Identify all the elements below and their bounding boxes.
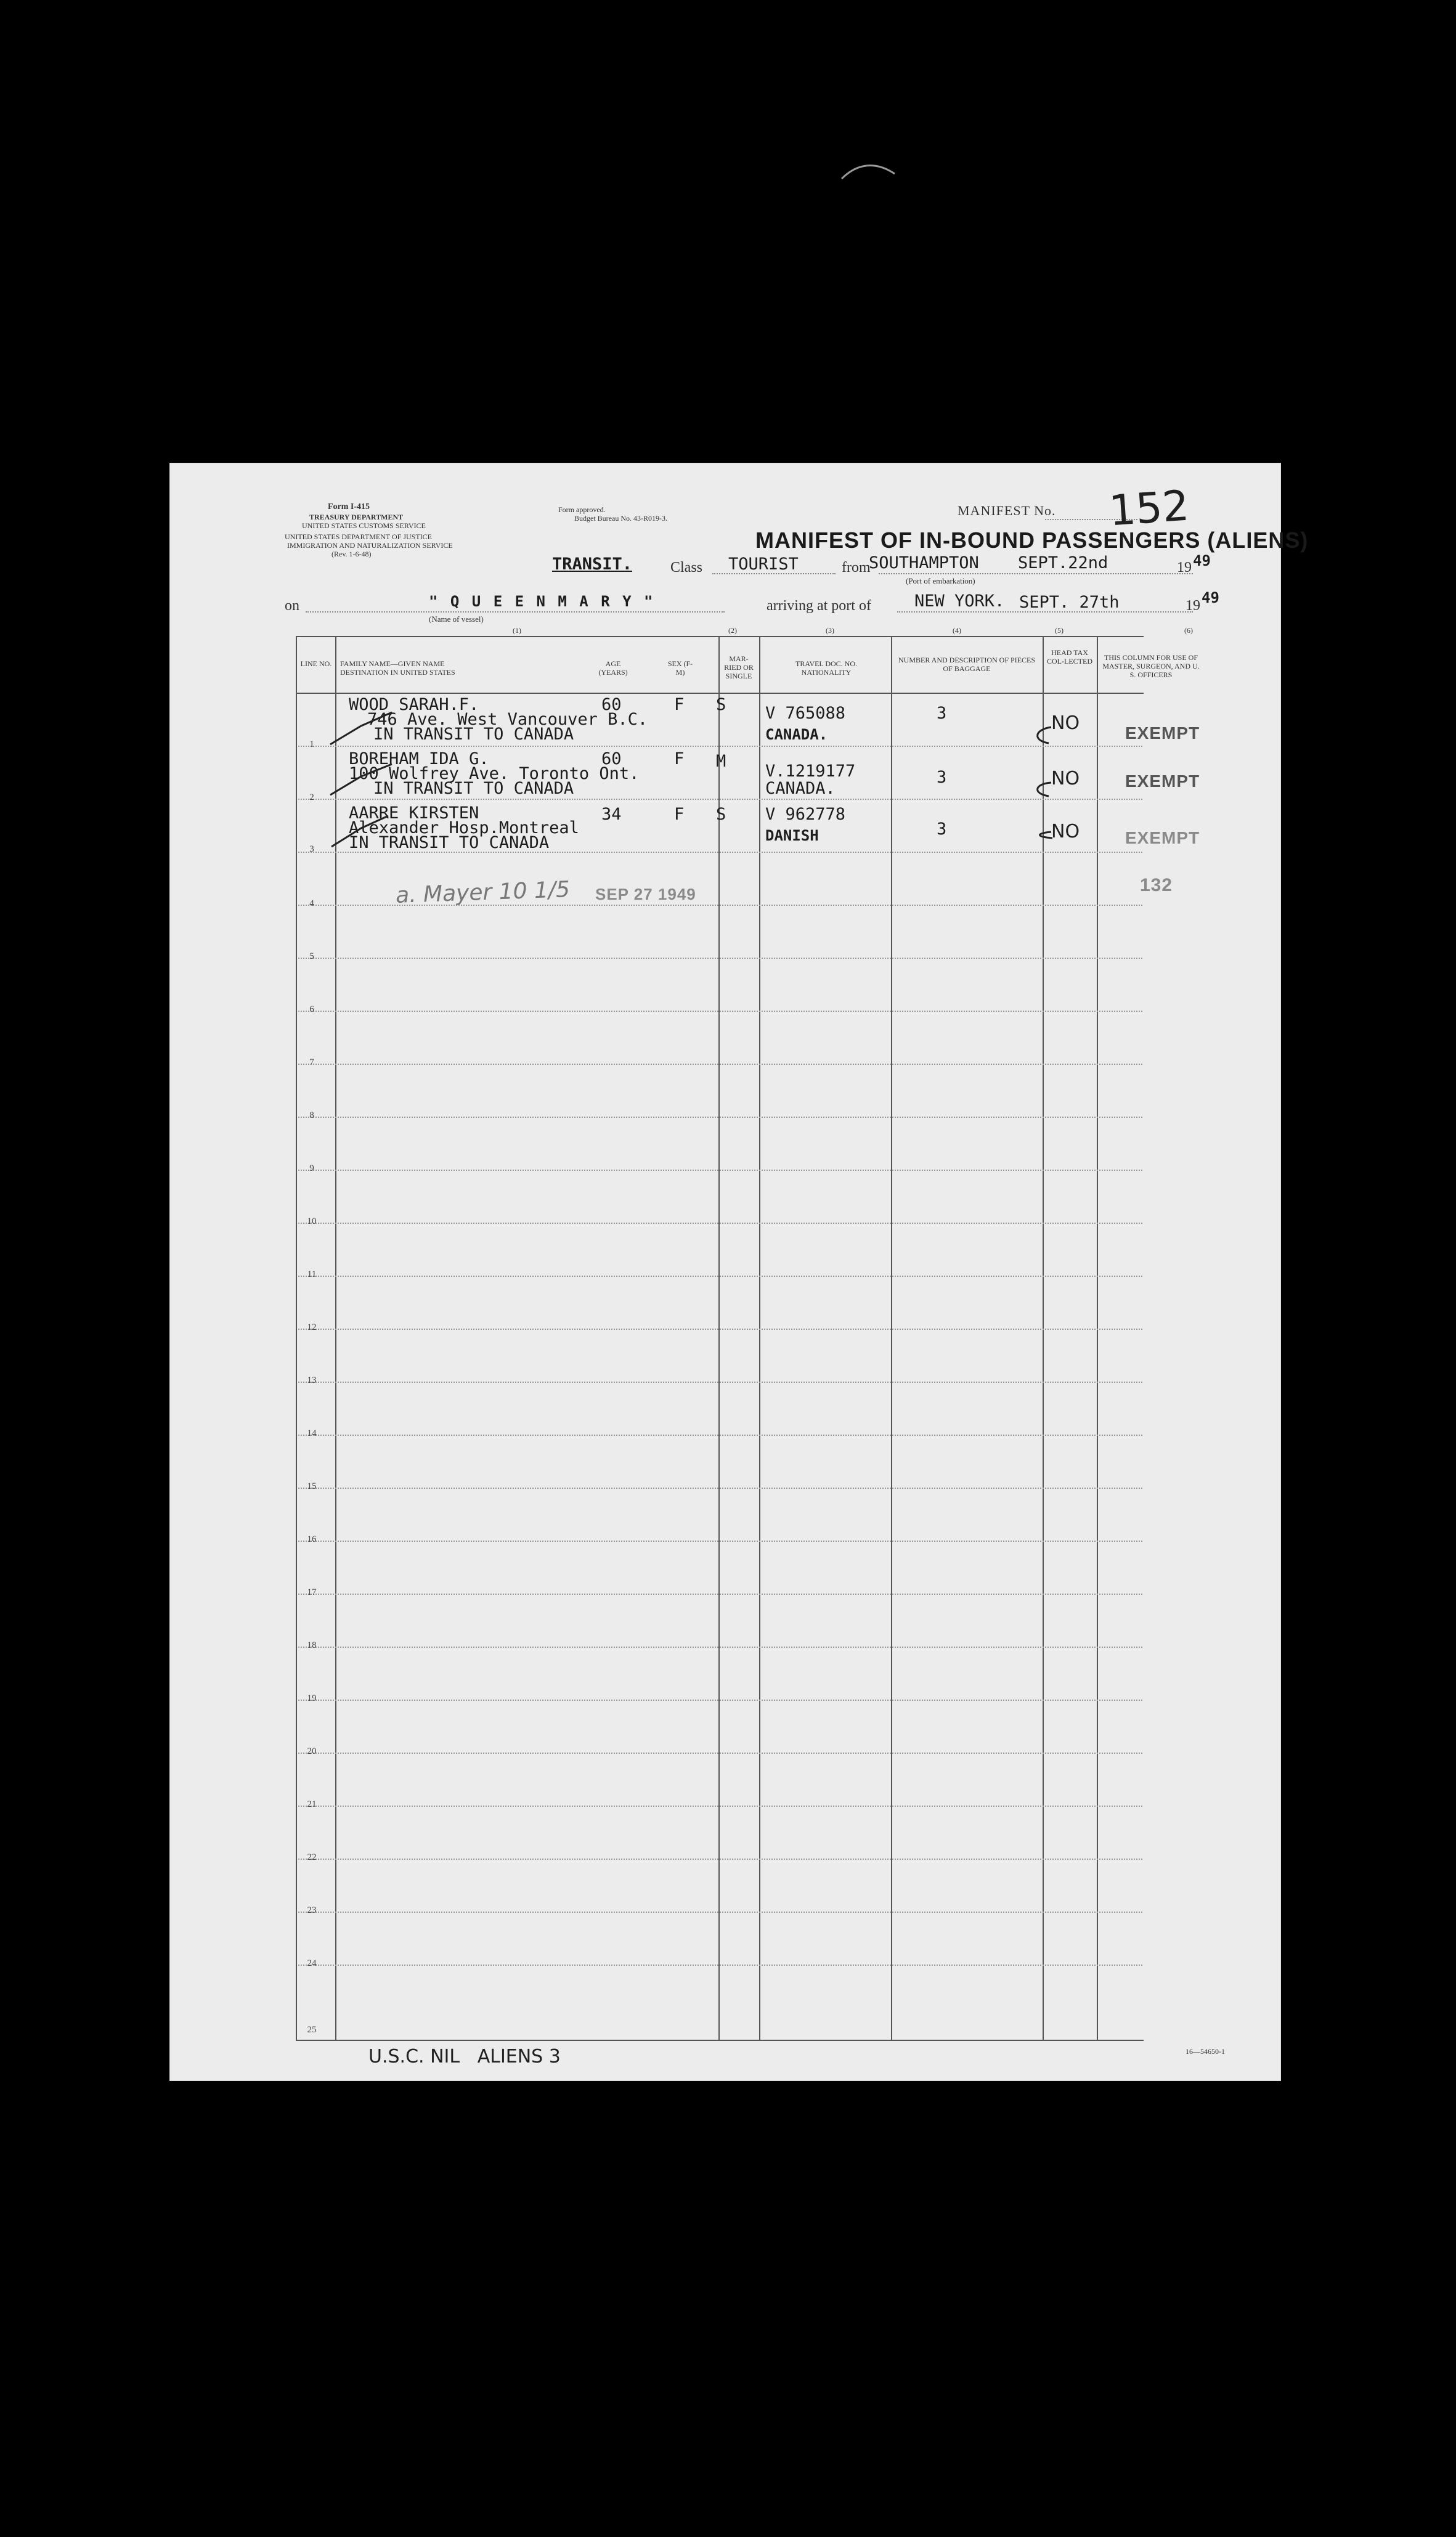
header-married: MAR-RIED OR SINGLE (724, 654, 754, 680)
manifest-sheet (170, 463, 1309, 2080)
departure-date: SEPT.22nd (1018, 553, 1108, 572)
line-number: 10 (307, 1216, 317, 1226)
line-number: 2 (309, 792, 314, 802)
col-border-left (296, 636, 297, 2041)
line-number: 3 (309, 844, 314, 854)
officer-stamp: EXEMPT (1125, 723, 1200, 743)
line-number: 23 (307, 1905, 317, 1915)
passenger-name: BOREHAM IDA G. (349, 749, 489, 768)
row-line (298, 958, 1142, 959)
passenger-address: 746 Ave. West Vancouver B.C. (367, 710, 648, 729)
header-line-no: LINE NO. (300, 659, 332, 668)
arrival-year-prefix: 19 (1186, 598, 1200, 614)
line-number: 11 (307, 1269, 317, 1279)
form-approved: Form approved. (558, 505, 606, 514)
line-number: 13 (307, 1375, 317, 1385)
passenger-transit: IN TRANSIT TO CANADA (349, 833, 550, 852)
departure-year: 49 (1193, 552, 1211, 569)
passenger-sex: F (674, 805, 685, 824)
col-num-5: (5) (1055, 626, 1064, 635)
table-header-border (296, 693, 1144, 694)
row-line (298, 1223, 1142, 1224)
arrival-port: NEW YORK. (914, 592, 1005, 611)
manifest-title: MANIFEST OF IN-BOUND PASSENGERS (ALIENS) (755, 527, 1309, 553)
on-label: on (285, 598, 299, 614)
row-line (298, 1806, 1142, 1807)
row-line (298, 1117, 1142, 1118)
footer-note: U.S.C. NIL ALIENS 3 (368, 2046, 561, 2067)
passenger-baggage: 3 (937, 768, 947, 787)
passenger-baggage: 3 (937, 704, 947, 723)
from-label: from (842, 560, 871, 576)
table-bottom-border (296, 2040, 1144, 2041)
passenger-married: M (716, 752, 726, 771)
header-baggage: NUMBER AND DESCRIPTION OF PIECES OF BAGGAGE (898, 656, 1036, 673)
line-number: 9 (309, 1163, 314, 1173)
row-line (298, 1329, 1142, 1330)
count-stamp: 132 (1140, 875, 1173, 895)
passenger-name: AARRE KIRSTEN (349, 804, 479, 823)
passenger-sex: F (674, 749, 685, 768)
col-border-doc (759, 636, 760, 2041)
dept-ins: IMMIGRATION AND NATURALIZATION SERVICE (287, 541, 453, 550)
row-line (298, 1965, 1142, 1966)
arrival-year: 49 (1202, 589, 1219, 606)
from-port: SOUTHAMPTON (869, 553, 979, 572)
class-label: Class (670, 560, 703, 576)
line-number: 15 (307, 1481, 317, 1491)
from-line (879, 573, 1193, 574)
header-officers: THIS COLUMN FOR USE OF MASTER, SURGEON, AND U. S. OFFICERS (1102, 653, 1200, 679)
line-number: 22 (307, 1852, 317, 1862)
line-number: 14 (307, 1428, 317, 1438)
line-number: 25 (307, 2025, 317, 2035)
row-line (298, 1647, 1142, 1648)
passenger-nationality: CANADA. (765, 726, 828, 743)
line-number: 18 (307, 1640, 317, 1650)
row-line (298, 1064, 1142, 1065)
stray-mark (839, 160, 898, 185)
passenger-married: S (716, 805, 726, 824)
col-border-headtax (1043, 636, 1044, 2041)
col-num-4: (4) (953, 626, 961, 635)
passenger-address: 100 Wolfrey Ave. Toronto Ont. (349, 764, 640, 783)
row-line (298, 1276, 1142, 1277)
check-marks (324, 707, 398, 868)
departure-year-prefix: 19 (1177, 560, 1192, 576)
line-number: 8 (309, 1110, 314, 1120)
vessel-name: " Q U E E N M A R Y " (429, 593, 655, 610)
col-border-officers (1097, 636, 1098, 2041)
budget-bureau: Budget Bureau No. 43-R019-3. (574, 514, 667, 523)
line-number: 5 (309, 951, 314, 961)
passenger-nationality: CANADA. (765, 779, 836, 798)
passenger-age: 34 (601, 805, 622, 824)
line-number: 16 (307, 1534, 317, 1544)
table-top-border (296, 636, 1144, 637)
arriving-label: arriving at port of (767, 598, 871, 614)
header-name: FAMILY NAME—GIVEN NAME DESTINATION IN UNITED STATES (340, 659, 455, 677)
passenger-transit: IN TRANSIT TO CANADA (373, 725, 574, 744)
row-line (298, 1753, 1142, 1754)
form-number: Form I-415 (328, 502, 370, 511)
class-value: TOURIST (728, 555, 799, 574)
form-revision: (Rev. 1-6-48) (331, 550, 372, 558)
manifest-number: 152 (1107, 481, 1191, 536)
passenger-head-tax: NO (1051, 712, 1080, 734)
passenger-married: S (716, 695, 726, 714)
row-line (298, 1594, 1142, 1595)
col-num-1: (1) (513, 626, 521, 635)
passenger-doc: V 765088 (765, 704, 846, 723)
dept-customs: UNITED STATES CUSTOMS SERVICE (302, 521, 426, 530)
header-head-tax: HEAD TAX COL-LECTED (1047, 648, 1092, 666)
transit-label: TRANSIT. (552, 555, 633, 574)
header-travel-doc: TRAVEL DOC. NO. NATIONALITY (795, 659, 857, 677)
manifest-no-label: MANIFEST No. (958, 503, 1056, 518)
passenger-nationality: DANISH (765, 827, 819, 844)
row-line (298, 1488, 1142, 1489)
col-border-married (718, 636, 720, 2041)
dept-justice: UNITED STATES DEPARTMENT OF JUSTICE (285, 532, 433, 541)
line-number: 24 (307, 1958, 317, 1968)
passenger-doc: V.1219177 (765, 762, 856, 781)
row-line (298, 1700, 1142, 1701)
row-line (298, 746, 1142, 747)
line-number: 4 (309, 898, 314, 908)
line-number: 19 (307, 1693, 317, 1703)
col-border-baggage (891, 636, 892, 2041)
footer-code: 16—54650-1 (1186, 2047, 1225, 2056)
inspector-signature: a. Mayer 10 1/5 (395, 877, 571, 908)
passenger-baggage: 3 (937, 820, 947, 839)
vessel-label: (Name of vessel) (429, 614, 484, 624)
officer-stamp: EXEMPT (1125, 828, 1200, 847)
row-line (298, 1859, 1142, 1860)
passenger-name: WOOD SARAH.F. (349, 695, 479, 714)
row-line (298, 1382, 1142, 1383)
passenger-transit: IN TRANSIT TO CANADA (373, 779, 574, 798)
row-line (298, 1541, 1142, 1542)
passenger-head-tax: NO (1051, 768, 1080, 789)
passenger-age: 60 (601, 695, 622, 714)
line-number: 12 (307, 1322, 317, 1332)
line-number: 21 (307, 1799, 317, 1809)
row-line (298, 1912, 1142, 1913)
row-line (298, 1435, 1142, 1436)
header-sex: SEX (F-M) (667, 659, 693, 677)
date-stamp: SEP 27 1949 (595, 885, 696, 903)
col-num-2: (2) (728, 626, 737, 635)
row-line (298, 1170, 1142, 1171)
officer-stamp: EXEMPT (1125, 772, 1200, 791)
line-number: 1 (309, 739, 314, 749)
row-line (298, 799, 1142, 800)
head-tax-marks (1028, 716, 1077, 839)
line-number: 20 (307, 1746, 317, 1756)
passenger-sex: F (674, 695, 685, 714)
row-line (298, 1011, 1142, 1012)
line-number: 6 (309, 1004, 314, 1014)
arrival-date: SEPT. 27th (1019, 593, 1120, 612)
dept-treasury: TREASURY DEPARTMENT (309, 513, 404, 521)
vessel-line (306, 611, 725, 613)
col-num-6: (6) (1184, 626, 1193, 635)
passenger-address: Alexander Hosp.Montreal (349, 818, 579, 837)
header-age: AGE (YEARS) (598, 659, 628, 677)
line-number: 7 (309, 1057, 314, 1067)
passenger-head-tax: NO (1051, 821, 1080, 842)
passenger-doc: V 962778 (765, 805, 846, 824)
port-embarkation-label: (Port of embarkation) (906, 576, 975, 585)
line-number: 17 (307, 1587, 317, 1597)
passenger-age: 60 (601, 749, 622, 768)
col-num-3: (3) (826, 626, 834, 635)
